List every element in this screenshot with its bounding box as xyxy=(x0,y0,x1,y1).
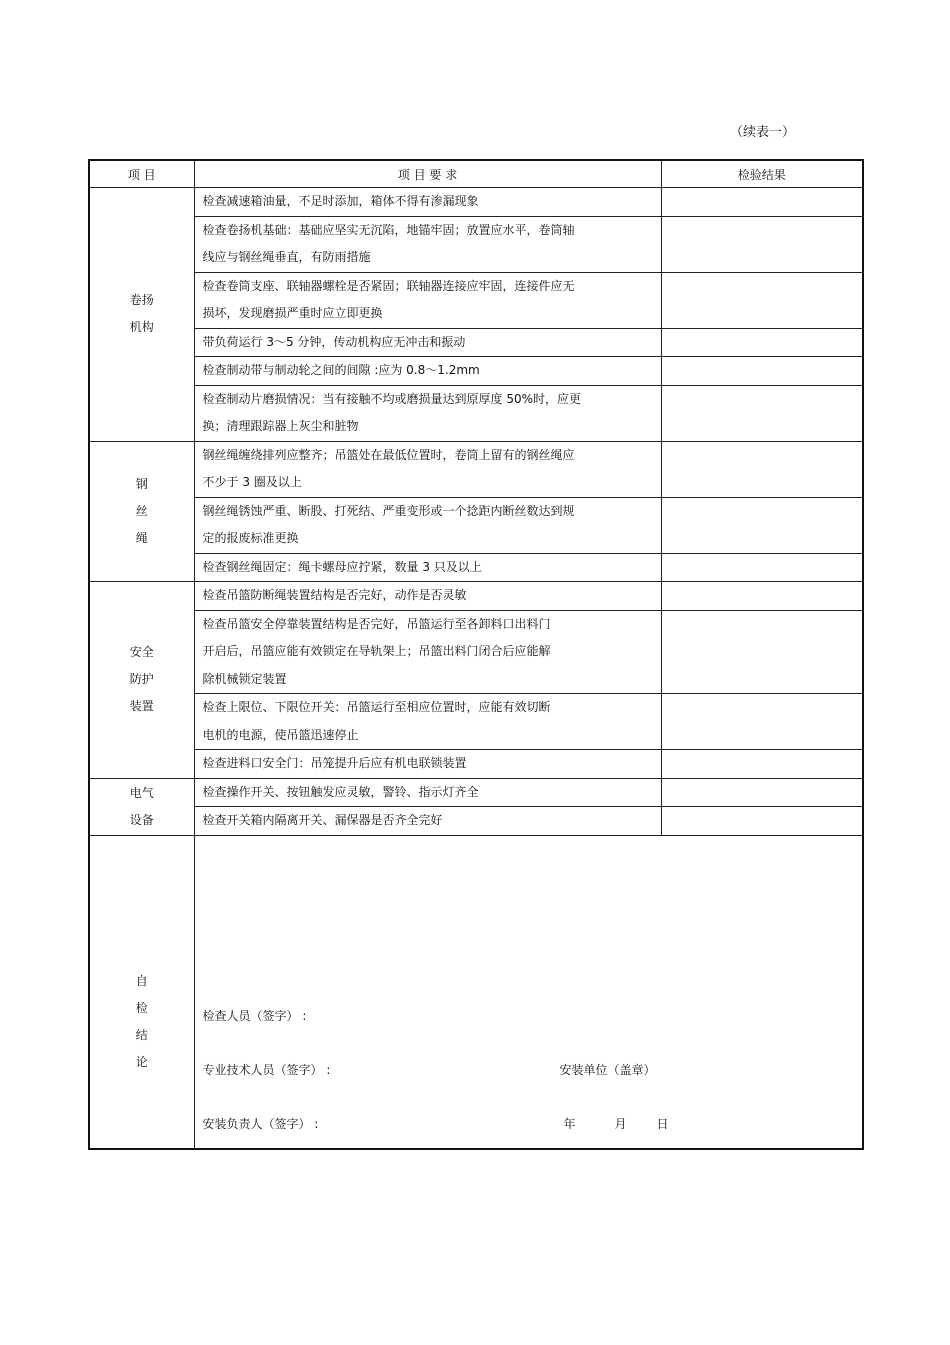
table-row xyxy=(89,610,863,694)
installer-head-signature: 安装负责人（签字） : xyxy=(202,1116,319,1131)
table-row xyxy=(89,328,863,357)
requirement-cell xyxy=(194,497,661,553)
category-text: 机构 xyxy=(129,320,154,335)
table-row xyxy=(89,188,863,217)
table-row xyxy=(89,807,863,836)
table-row xyxy=(89,357,863,386)
table-row xyxy=(89,694,863,750)
requirement-text: 检查制动片磨损情况：当有接触不均或磨损量达到原厚度 50%时，应更 xyxy=(202,391,581,406)
category-text: 安全 xyxy=(129,645,154,660)
requirement-cell xyxy=(194,357,661,386)
result-cell[interactable] xyxy=(661,385,863,441)
result-cell[interactable] xyxy=(661,694,863,750)
table-header-row xyxy=(89,160,863,188)
category-text: 论 xyxy=(135,1054,148,1069)
requirement-text: 检查制动带与制动轮之间的间隙 :应为 0.8～1.2mm xyxy=(202,363,480,377)
header-item: 项 目 xyxy=(89,160,194,188)
result-cell[interactable] xyxy=(661,188,863,217)
table-row xyxy=(89,497,863,553)
header-result: 检验结果 xyxy=(661,160,863,188)
table-row xyxy=(89,553,863,582)
date-day: 日 xyxy=(656,1116,669,1131)
requirement-text: 检查开关箱内隔离开关、漏保器是否齐全完好 xyxy=(202,813,443,827)
requirement-cell xyxy=(194,385,661,441)
table-row xyxy=(89,385,863,441)
category-text: 装置 xyxy=(129,699,154,714)
requirement-text: 定的报废标准更换 xyxy=(202,531,299,545)
category-text: 检 xyxy=(135,1000,148,1015)
requirement-text: 带负荷运行 3～5 分钟，传动机构应无冲击和振动 xyxy=(202,334,466,349)
requirement-cell xyxy=(194,188,661,217)
requirement-text: 检查减速箱油量，不足时添加，箱体不得有渗漏现象 xyxy=(202,194,479,208)
requirement-text: 除机械锁定装置 xyxy=(202,671,287,686)
result-cell[interactable] xyxy=(661,610,863,694)
table-row xyxy=(89,441,863,497)
requirement-text: 钢丝绳缠绕排列应整齐；吊篮处在最低位置时，卷筒上留有的钢丝绳应 xyxy=(202,447,575,462)
continued-label: （续表一） xyxy=(730,125,796,140)
requirement-text: 开启后，吊篮应能有效锁定在导轨架上；吊篮出料门闭合后应能解 xyxy=(202,644,551,658)
requirement-text: 检查卷筒支座、联轴器螺栓是否紧固；联轴器连接应牢固，连接件应无 xyxy=(202,278,575,293)
result-cell[interactable] xyxy=(661,441,863,497)
requirement-text: 检查吊篮防断绳装置结构是否完好，动作是否灵敏 xyxy=(202,588,467,602)
requirement-text: 检查钢丝绳固定：绳卡螺母应拧紧，数量 3 只及以上 xyxy=(202,559,482,574)
header-requirements: 项 目 要 求 xyxy=(194,160,661,188)
requirement-cell xyxy=(194,582,661,611)
requirement-cell xyxy=(194,610,661,694)
requirement-text: 钢丝绳锈蚀严重、断股、打死结、严重变形或一个捻距内断丝数达到规 xyxy=(202,503,575,518)
result-cell[interactable] xyxy=(661,216,863,272)
category-text: 钢 xyxy=(135,476,148,491)
requirement-cell xyxy=(194,272,661,328)
date-month: 月 xyxy=(614,1116,627,1131)
requirement-cell xyxy=(194,807,661,836)
result-cell[interactable] xyxy=(661,328,863,357)
requirement-text: 检查进料口安全门：吊笼提升后应有机电联锁装置 xyxy=(202,756,467,770)
category-text: 电气 xyxy=(129,785,154,800)
requirement-cell xyxy=(194,441,661,497)
requirement-cell xyxy=(194,750,661,779)
table-row xyxy=(89,272,863,328)
requirement-text: 不少于 3 圈及以上 xyxy=(202,475,302,489)
requirement-text: 损坏，发现磨损严重时应立即更换 xyxy=(202,306,383,320)
requirement-cell xyxy=(194,778,661,807)
requirement-cell xyxy=(194,216,661,272)
result-cell[interactable] xyxy=(661,807,863,836)
requirement-text: 检查卷扬机基础：基础应坚实无沉陷，地锚牢固；放置应水平，卷筒轴 xyxy=(202,222,575,237)
table-row xyxy=(89,750,863,779)
section-category xyxy=(89,582,194,779)
inspector-signature: 检查人员（签字） : xyxy=(202,1008,307,1023)
category-text: 设备 xyxy=(129,812,154,827)
requirement-cell xyxy=(194,553,661,582)
installer-unit-stamp: 安装单位（盖章） xyxy=(559,1062,656,1077)
result-cell[interactable] xyxy=(661,553,863,582)
category-text: 丝 xyxy=(135,503,148,518)
result-cell[interactable] xyxy=(661,497,863,553)
requirement-text: 换；清理跟踪器上灰尘和脏物 xyxy=(202,419,359,433)
requirement-cell xyxy=(194,328,661,357)
requirement-text: 检查吊篮安全停靠装置结构是否完好，吊篮运行至各卸料口出料门 xyxy=(202,616,551,631)
technician-signature: 专业技术人员（签字） : xyxy=(202,1062,331,1077)
result-cell[interactable] xyxy=(661,750,863,779)
category-text: 结 xyxy=(135,1027,148,1042)
requirement-text: 检查上限位、下限位开关：吊篮运行至相应位置时，应能有效切断 xyxy=(202,700,551,714)
result-cell[interactable] xyxy=(661,778,863,807)
conclusion-category xyxy=(89,835,194,1149)
category-text: 卷扬 xyxy=(129,293,154,308)
result-cell[interactable] xyxy=(661,272,863,328)
category-text: 自 xyxy=(135,973,148,988)
table-row xyxy=(89,582,863,611)
section-category xyxy=(89,188,194,442)
requirement-text: 电机的电源，使吊篮迅速停止 xyxy=(202,727,359,742)
section-category xyxy=(89,441,194,582)
requirement-text: 检查操作开关、按钮触发应灵敏，警铃、指示灯齐全 xyxy=(202,784,479,799)
result-cell[interactable] xyxy=(661,582,863,611)
requirement-text: 线应与钢丝绳垂直，有防雨措施 xyxy=(202,250,371,264)
category-text: 绳 xyxy=(135,530,148,545)
table-row xyxy=(89,778,863,807)
category-text: 防护 xyxy=(129,672,154,687)
section-category xyxy=(89,778,194,835)
inspection-table xyxy=(88,159,864,1150)
result-cell[interactable] xyxy=(661,357,863,386)
date-year: 年 xyxy=(563,1116,576,1131)
requirement-cell xyxy=(194,694,661,750)
table-row xyxy=(89,216,863,272)
conclusion-cell xyxy=(194,835,863,1149)
conclusion-row xyxy=(89,835,863,1149)
